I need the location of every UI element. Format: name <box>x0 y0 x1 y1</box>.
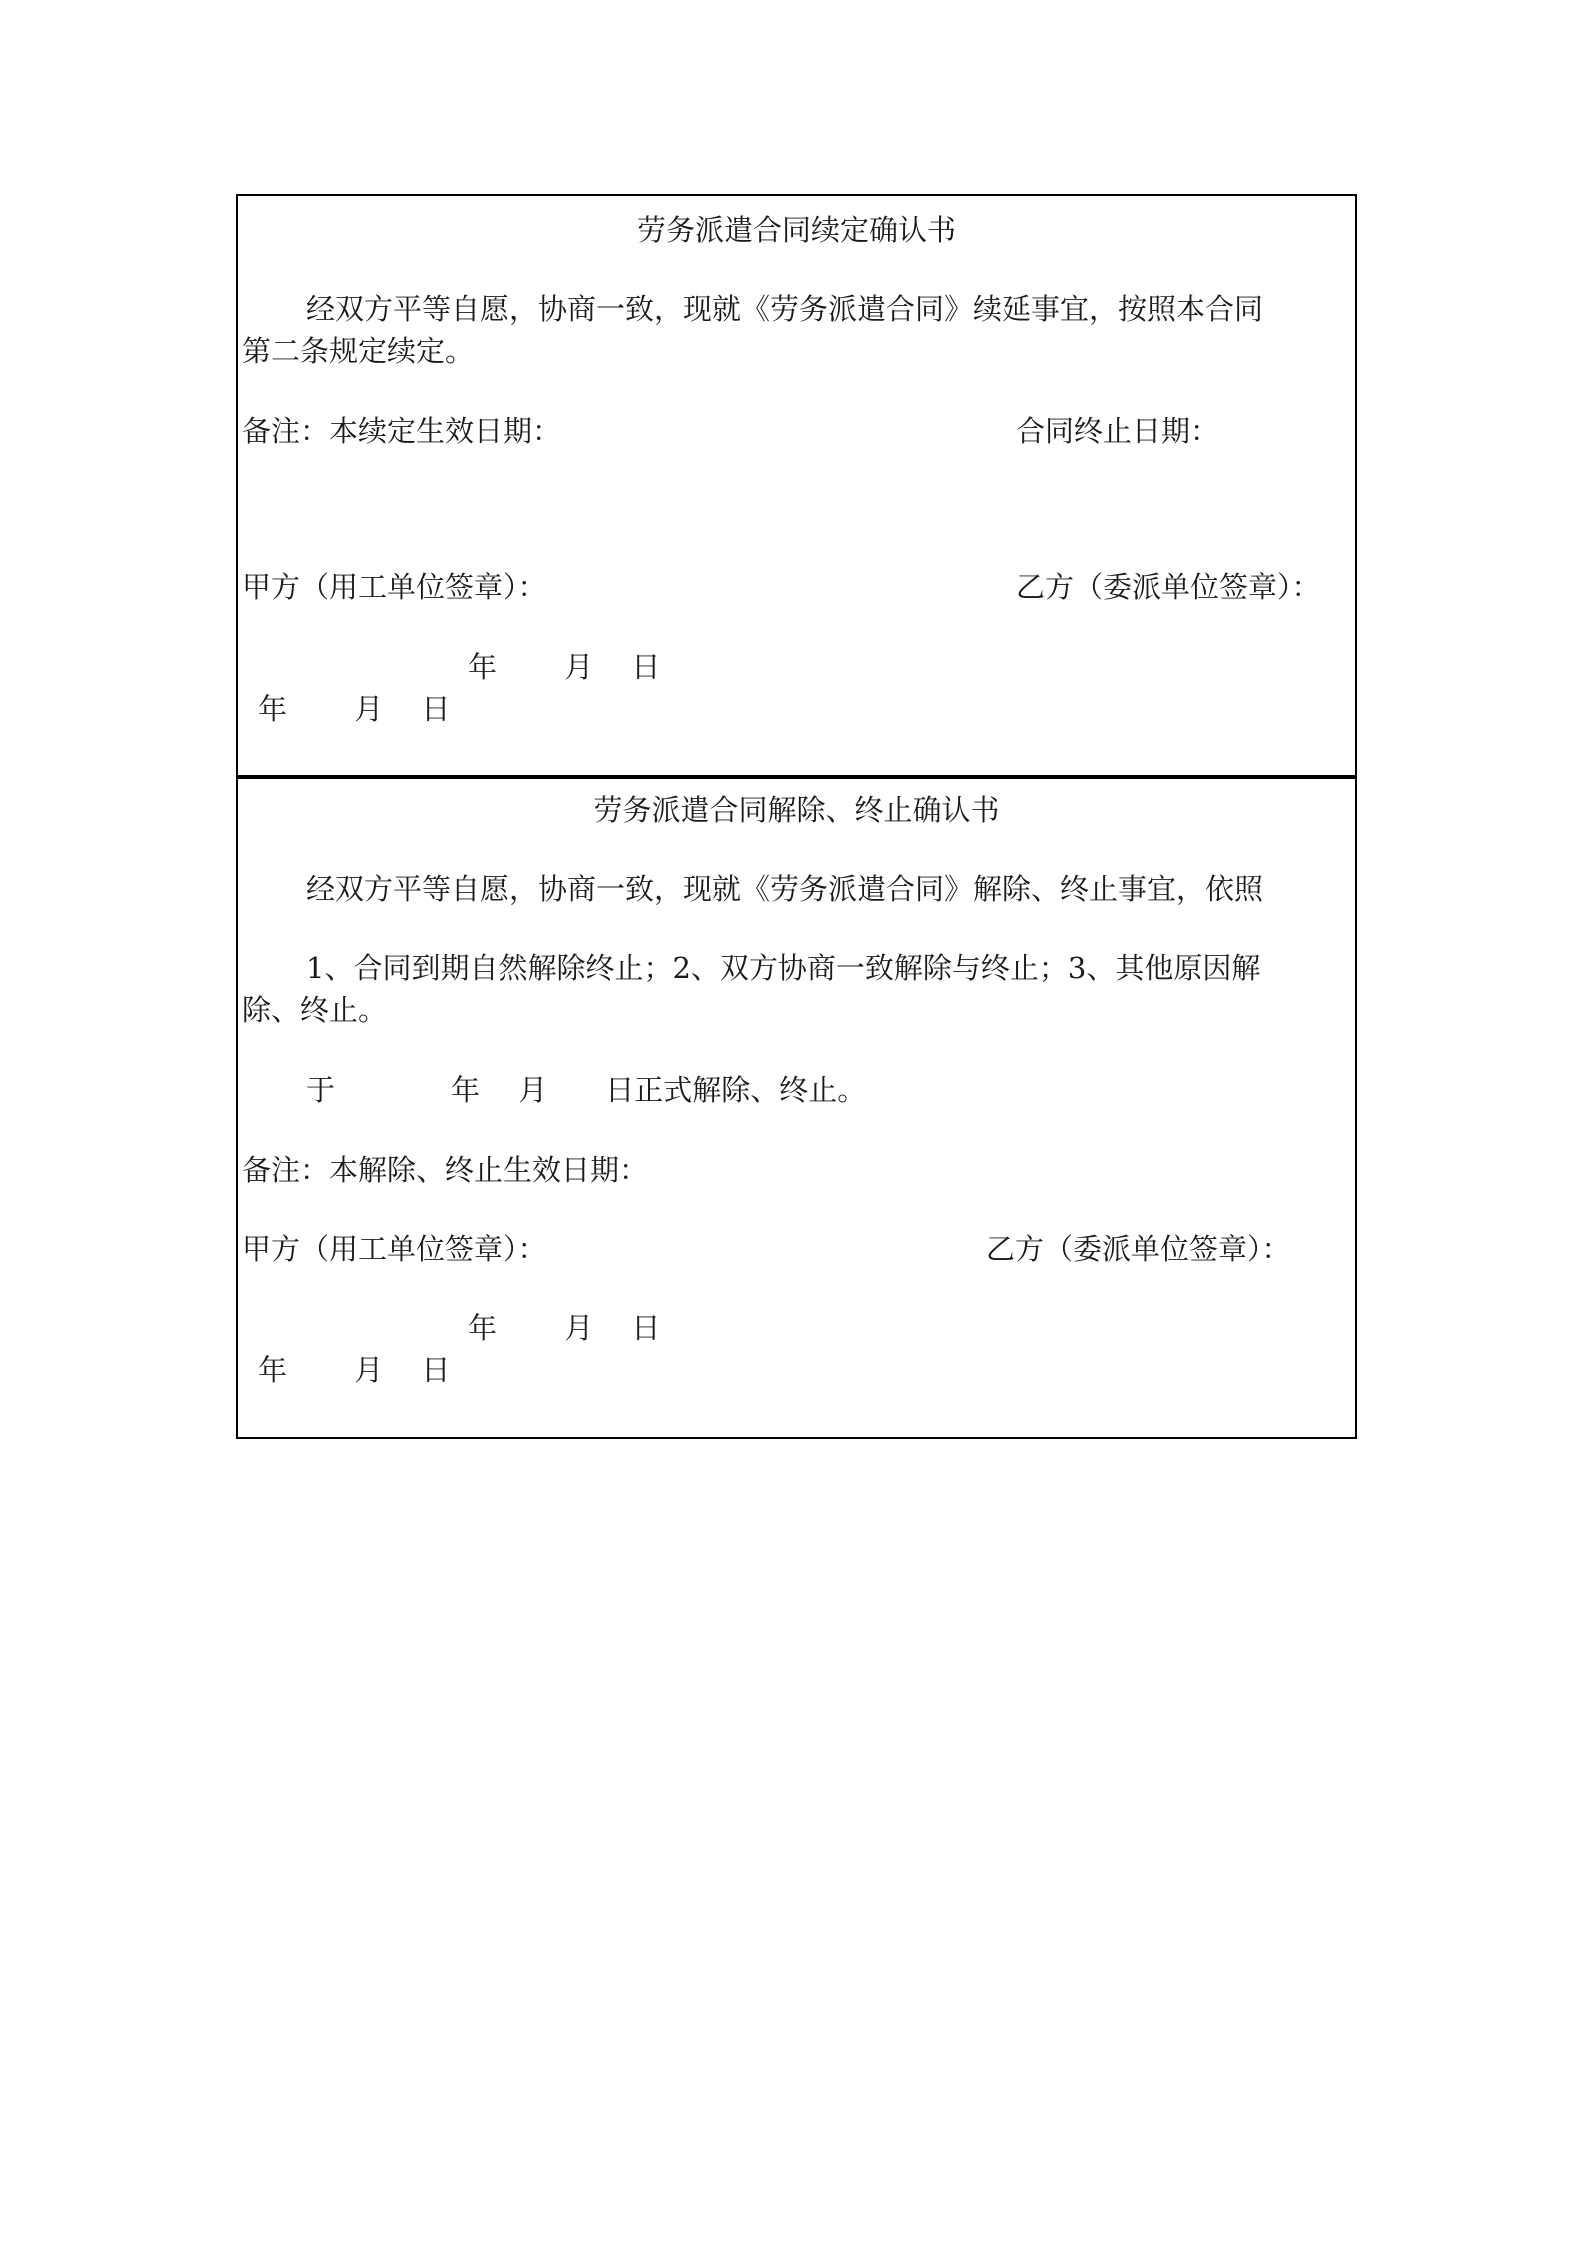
party-b-signature-label: 乙方（委派单位签章）： <box>1016 570 1321 604</box>
party-a-signature-label: 甲方（用工单位签章）： <box>242 1232 547 1266</box>
termination-confirmation-box <box>236 777 1357 1439</box>
renewal-body-line-1: 经双方平等自愿，协商一致，现就《劳务派遣合同》续延事宜，按照本合同 <box>306 292 1264 326</box>
termination-reasons-line-1: 1、合同到期自然解除终止；2、双方协商一致解除与终止；3、其他原因解 <box>306 951 1261 985</box>
contract-end-date-label: 合同终止日期： <box>1016 414 1220 448</box>
renewal-title: 劳务派遣合同续定确认书 <box>636 213 956 247</box>
party-a-date: 年 月 日 <box>468 1311 661 1345</box>
renewal-confirmation-box <box>236 194 1357 777</box>
party-b-date: 年 月 日 <box>258 1353 451 1387</box>
renewal-effective-date-label: 备注：本续定生效日期： <box>242 414 562 448</box>
party-b-date: 年 月 日 <box>258 692 451 726</box>
party-a-signature-label: 甲方（用工单位签章）： <box>242 570 547 604</box>
party-b-signature-label: 乙方（委派单位签章）： <box>986 1232 1291 1266</box>
termination-effective-date-label: 备注：本解除、终止生效日期： <box>242 1153 649 1187</box>
renewal-body-line-2: 第二条规定续定。 <box>242 334 475 368</box>
party-a-date: 年 月 日 <box>468 650 661 684</box>
termination-title: 劳务派遣合同解除、终止确认书 <box>593 793 1000 827</box>
termination-body-line-1: 经双方平等自愿，协商一致，现就《劳务派遣合同》解除、终止事宜，依照 <box>306 872 1264 906</box>
termination-reasons-line-2: 除、终止。 <box>242 993 388 1027</box>
termination-effective-line: 于 年 月 日正式解除、终止。 <box>306 1073 867 1107</box>
